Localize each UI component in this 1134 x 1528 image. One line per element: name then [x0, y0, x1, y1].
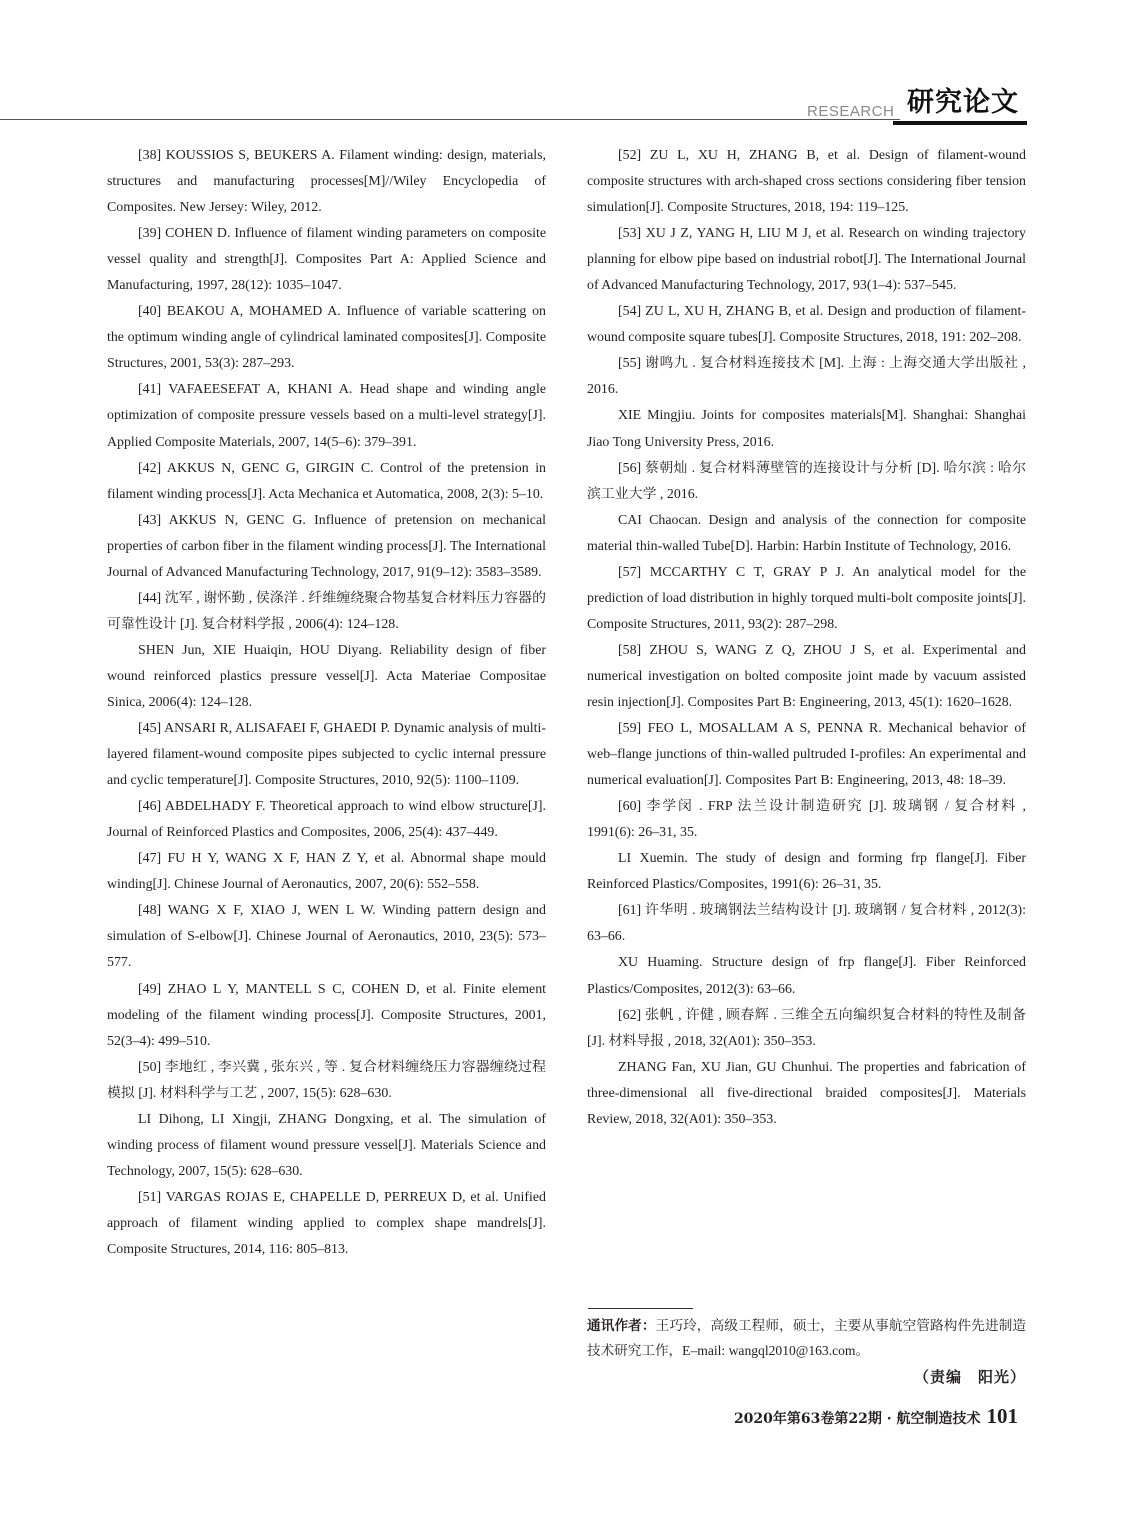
- reference-entry: [39] COHEN D. Influence of filament winding parameters on composite vessel quality and strength[J]. Composites Part A: Applied Science and Manufacturing, 1997, 28(12): 1035–1047.: [107, 226, 546, 294]
- footnote-rule: [588, 1308, 693, 1309]
- reference-entry: [47] FU H Y, WANG X F, HAN Z Y, et al. Abnormal shape mould winding[J]. Chinese Journal of Aeronautics, 2007, 20(6): 552–558.: [107, 851, 546, 893]
- reference-entry: [51] VARGAS ROJAS E, CHAPELLE D, PERREUX D, et al. Unified approach of filament winding applied to complex shape mandrels[J]. Composite Structures, 2014, 116: 805–813.: [107, 1189, 546, 1257]
- reference-entry: [42] AKKUS N, GENC G, GIRGIN C. Control of the pretension in filament winding process[J]. Acta Mechanica et Automatica, 2008, 2(3): 5–10.: [107, 460, 546, 502]
- reference-entry: [46] ABDELHADY F. Theoretical approach to wind elbow structure[J]. Journal of Reinforced Plastics and Composites, 2006, 25(4): 437–449.: [107, 799, 546, 841]
- footnote-label: 通讯作者：: [587, 1318, 656, 1333]
- reference-translation: SHEN Jun, XIE Huaiqin, HOU Diyang. Reliability design of fiber wound reinforced plastics pressure vessel[J]. Acta Materiae Compositae Sinica, 2006(4): 124–128.: [107, 642, 546, 710]
- references-right-column: [587, 143, 1026, 1133]
- reference-translation: XIE Mingjiu. Joints for composites materials[M]. Shanghai: Shanghai Jiao Tong University Press, 2016.: [587, 408, 1026, 450]
- reference-entry: [45] ANSARI R, ALISAFAEI F, GHAEDI P. Dynamic analysis of multi-layered filament-wound composite pipes subjected to cyclic internal pressure and cyclic temperature[J]. Composite Structures, 2010, 92(5): 1100–1109.: [107, 721, 546, 789]
- reference-entry: [58] ZHOU S, WANG Z Q, ZHOU J S, et al. Experimental and numerical investigation on bolted composite joint made by vacuum assisted resin injection[J]. Composites Part B: Engineering, 2013, 45(1): 1620–1628.: [587, 642, 1026, 710]
- reference-entry: [43] AKKUS N, GENC G. Influence of pretension on mechanical properties of carbon fiber in the filament winding process[J]. The International Journal of Advanced Manufacturing Technology, 2017, 91(9–12): 3583–3589.: [107, 512, 546, 580]
- reference-entry: [55] 谢鸣九 . 复合材料连接技术 [M]. 上海 : 上海交通大学出版社 , 2016.: [587, 356, 1026, 398]
- reference-entry: [60] 李学闵 . FRP 法兰设计制造研究 [J]. 玻璃钢 / 复合材料 , 1991(6): 26–31, 35.: [587, 799, 1026, 841]
- header-accent-bar: [893, 121, 1027, 125]
- section-label-cn: 研究论文: [907, 87, 1019, 118]
- journal-issue: 2020年第63卷第22期 · 航空制造技术: [733, 1411, 981, 1427]
- reference-translation: CAI Chaocan. Design and analysis of the connection for composite material thin-walled Tube[D]. Harbin: Harbin Institute of Technology, 2016.: [587, 512, 1026, 554]
- reference-entry: [41] VAFAEESEFAT A, KHANI A. Head shape and winding angle optimization of composite pressure vessels based on a multi-level strategy[J]. Applied Composite Materials, 2007, 14(5–6): 379–391.: [107, 382, 546, 450]
- reference-entry: [62] 张帆 , 许健 , 顾春辉 . 三维全五向编织复合材料的特性及制备 [J]. 材料导报 , 2018, 32(A01): 350–353.: [587, 1007, 1026, 1049]
- reference-translation: ZHANG Fan, XU Jian, GU Chunhui. The properties and fabrication of three-dimensional all five-directional braided composites[J]. Materials Review, 2018, 32(A01): 350–353.: [587, 1059, 1026, 1127]
- reference-entry: [40] BEAKOU A, MOHAMED A. Influence of variable scattering on the optimum winding angle of cylindrical laminated composites[J]. Composite Structures, 2001, 53(3): 287–293.: [107, 304, 546, 372]
- reference-entry: [54] ZU L, XU H, ZHANG B, et al. Design and production of filament-wound composite square tubes[J]. Composite Structures, 2018, 191: 202–208.: [587, 304, 1026, 346]
- reference-entry: [53] XU J Z, YANG H, LIU M J, et al. Research on winding trajectory planning for elbow pipe based on industrial robot[J]. The International Journal of Advanced Manufacturing Technology, 2017, 93(1–4): 537–545.: [587, 226, 1026, 294]
- reference-entry: [59] FEO L, MOSALLAM A S, PENNA R. Mechanical behavior of web–flange junctions of thin-walled pultruded I-profiles: An experimental and numerical evaluation[J]. Composites Part B: Engineering, 2013, 48: 18–39.: [587, 721, 1026, 789]
- section-label-en: RESEARCH: [807, 103, 895, 120]
- reference-entry: [49] ZHAO L Y, MANTELL S C, COHEN D, et al. Finite element modeling of the filament winding process[J]. Composite Structures, 2001, 52(3–4): 499–510.: [107, 981, 546, 1049]
- footnote-text: 王巧玲，高级工程师，硕士，主要从事航空管路构件先进制造技术研究工作，E–mail: wangql2010@163.com。: [587, 1318, 1027, 1358]
- reference-translation: LI Xuemin. The study of design and forming frp flange[J]. Fiber Reinforced Plastics/Composites, 1991(6): 26–31, 35.: [587, 851, 1026, 893]
- reference-entry: [57] MCCARTHY C T, GRAY P J. An analytical model for the prediction of load distribution in highly torqued multi-bolt composite joints[J]. Composite Structures, 2011, 93(2): 287–298.: [587, 564, 1026, 632]
- reference-translation: XU Huaming. Structure design of frp flange[J]. Fiber Reinforced Plastics/Composites, 2012(3): 63–66.: [587, 955, 1026, 997]
- reference-entry: [38] KOUSSIOS S, BEUKERS A. Filament winding: design, materials, structures and manufacturing processes[M]//Wiley Encyclopedia of Composites. New Jersey: Wiley, 2012.: [107, 148, 546, 216]
- reference-entry: [50] 李地红 , 李兴冀 , 张东兴 , 等 . 复合材料缠绕压力容器缠绕过程模拟 [J]. 材料科学与工艺 , 2007, 15(5): 628–630.: [107, 1059, 546, 1101]
- editor-credit: （责编 阳光）: [913, 1368, 1026, 1386]
- page-footer: [734, 1404, 1018, 1429]
- page-number: 101: [986, 1404, 1018, 1428]
- header-rule: [0, 119, 900, 120]
- reference-entry: [56] 蔡朝灿 . 复合材料薄壁管的连接设计与分析 [D]. 哈尔滨 : 哈尔滨工业大学 , 2016.: [587, 460, 1026, 502]
- reference-translation: LI Dihong, LI Xingji, ZHANG Dongxing, et al. The simulation of winding process of filament wound pressure vessel[J]. Materials Science and Technology, 2007, 15(5): 628–630.: [107, 1111, 546, 1179]
- reference-entry: [48] WANG X F, XIAO J, WEN L W. Winding pattern design and simulation of S-elbow[J]. Chinese Journal of Aeronautics, 2010, 23(5): 573–577.: [107, 903, 546, 971]
- reference-entry: [44] 沈军 , 谢怀勤 , 侯涤洋 . 纤维缠绕聚合物基复合材料压力容器的可靠性设计 [J]. 复合材料学报 , 2006(4): 124–128.: [107, 590, 546, 632]
- reference-entry: [52] ZU L, XU H, ZHANG B, et al. Design of filament-wound composite structures with arch-shaped cross sections considering fiber tension simulation[J]. Composite Structures, 2018, 194: 119–125.: [587, 148, 1026, 216]
- reference-entry: [61] 许华明 . 玻璃钢法兰结构设计 [J]. 玻璃钢 / 复合材料 , 2012(3): 63–66.: [587, 903, 1026, 945]
- corresponding-author-note: [587, 1313, 1026, 1363]
- references-left-column: [107, 143, 546, 1263]
